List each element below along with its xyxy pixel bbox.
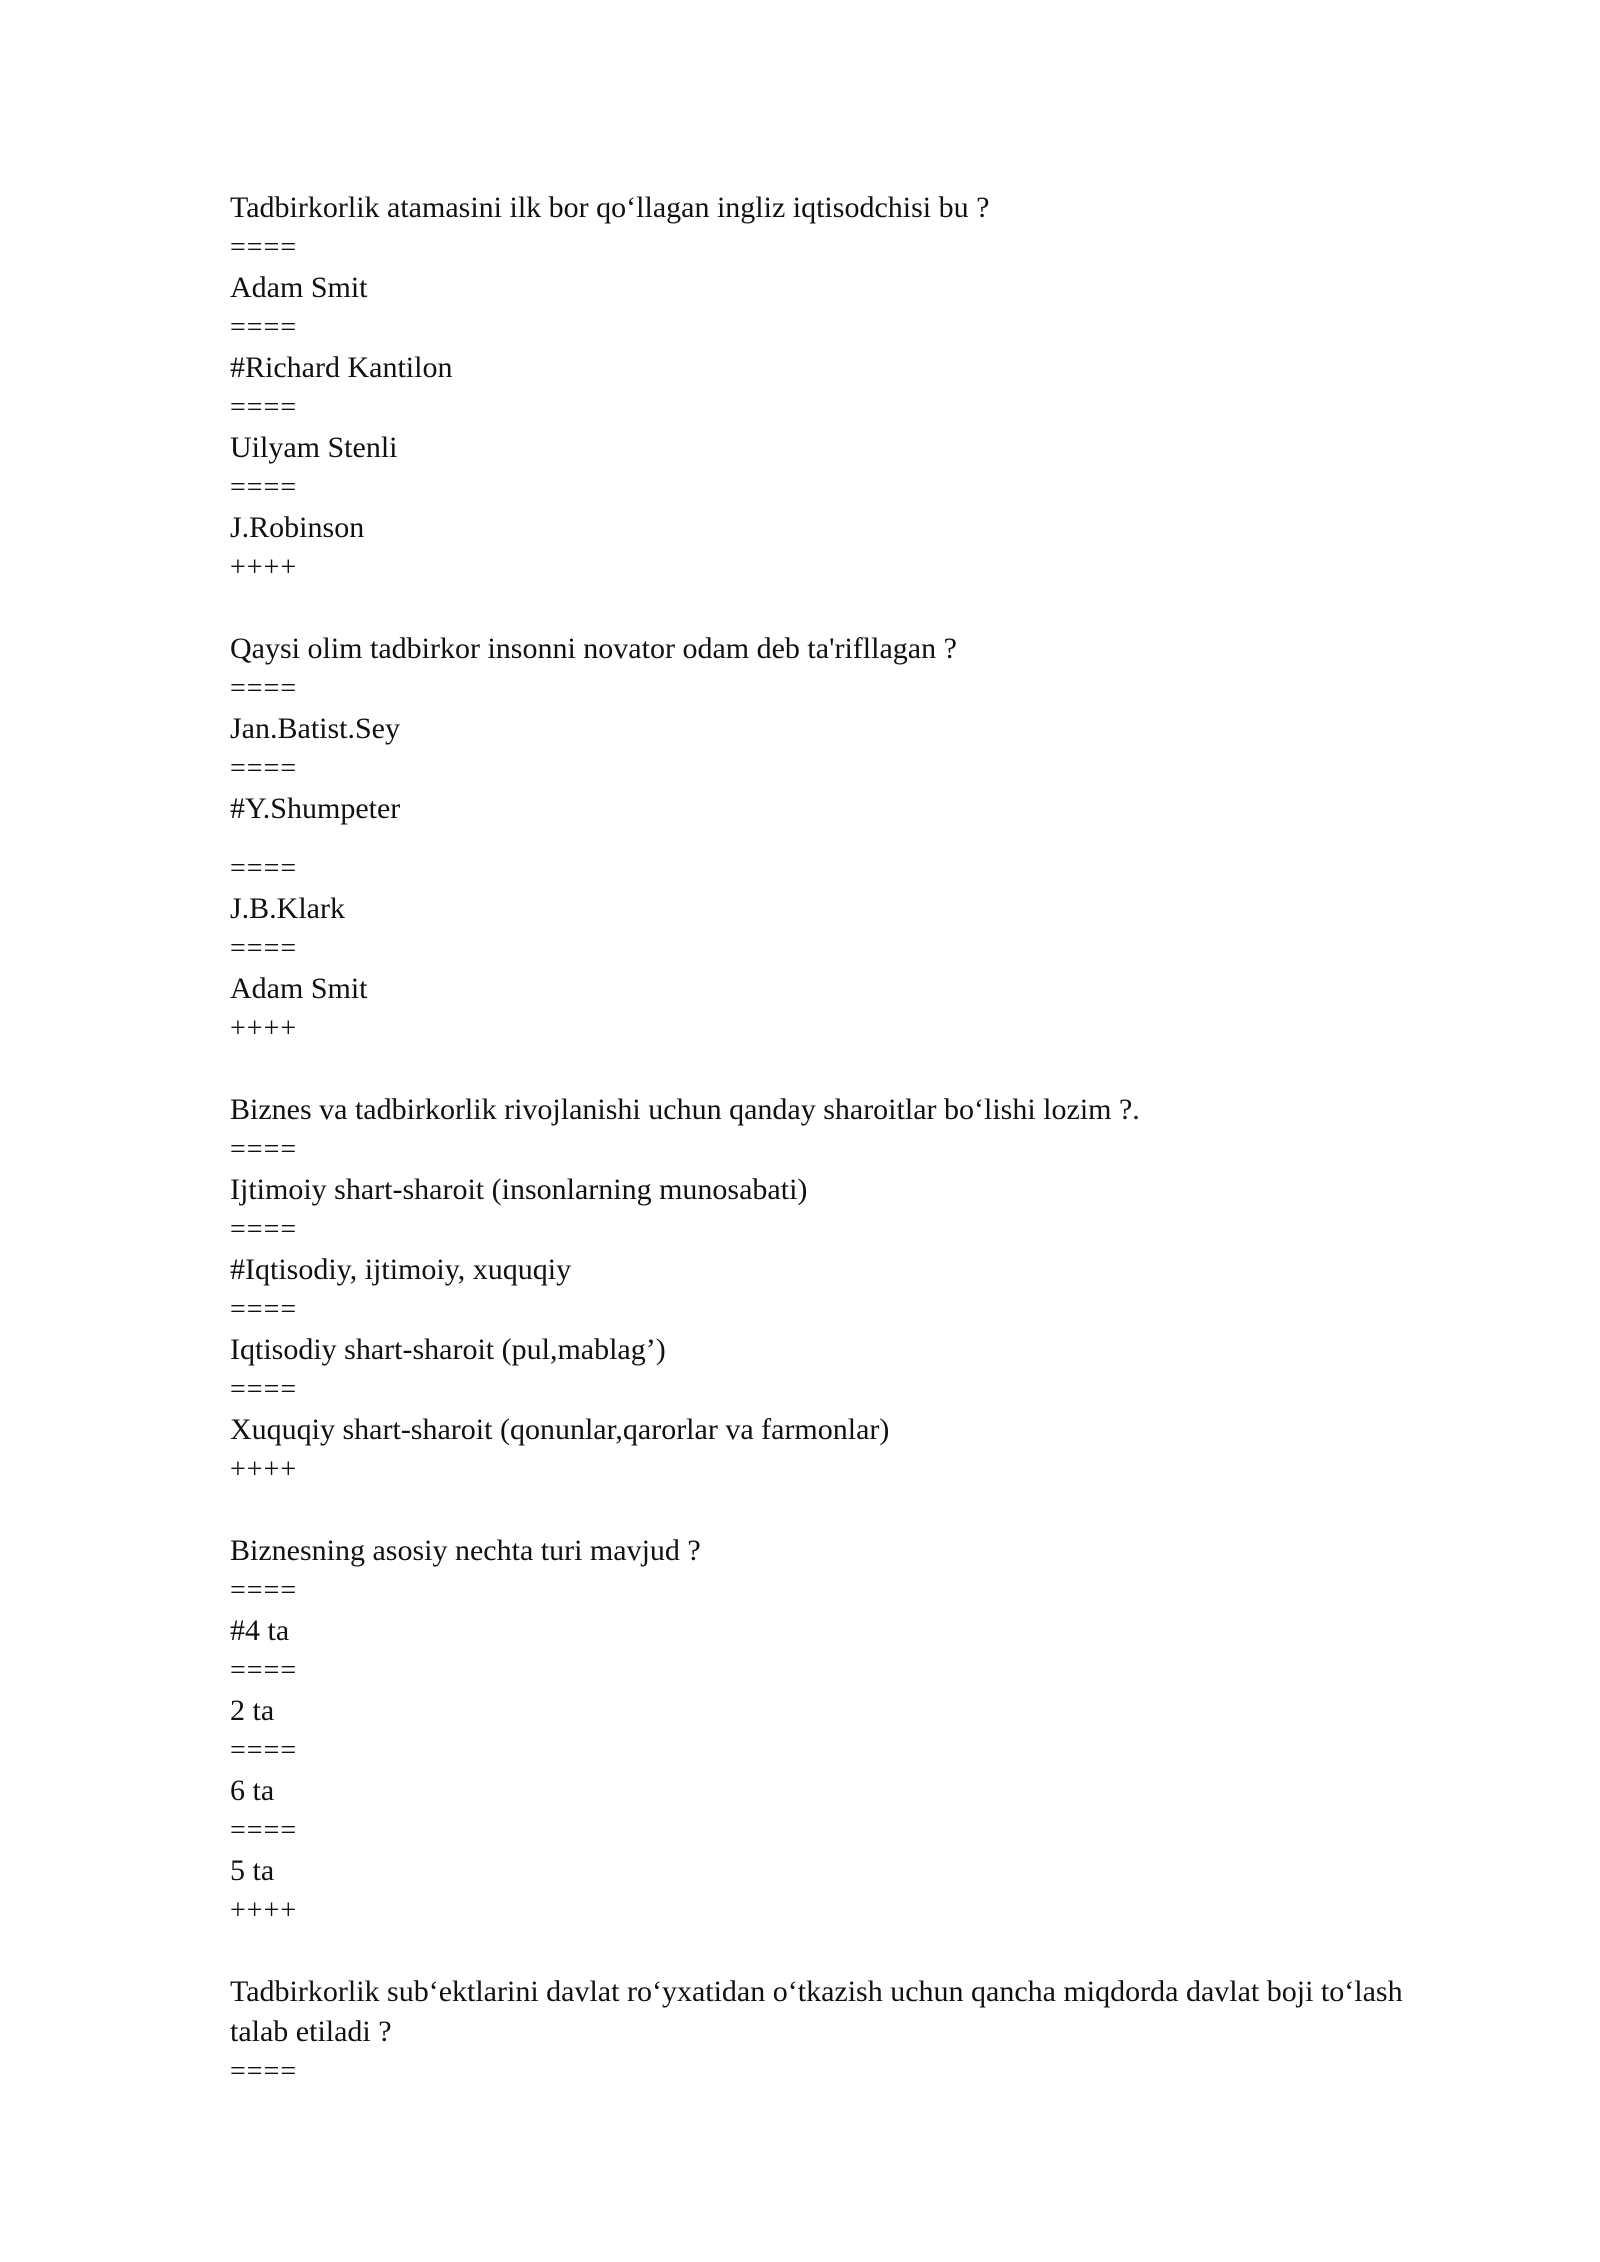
separator: ==== <box>230 392 298 423</box>
separator: ==== <box>230 2056 298 2087</box>
question-block <box>230 188 1430 588</box>
document-page <box>230 188 1430 2092</box>
option-correct: #Y.Shumpeter <box>230 792 401 825</box>
terminator: ++++ <box>230 1013 298 1044</box>
option: Iqtisodiy shart-sharoit (pul,mablag’) <box>230 1333 666 1366</box>
separator: ==== <box>230 753 298 784</box>
question-block <box>230 1972 1430 2092</box>
question-text: Tadbirkorlik atamasini ilk bor qo‘llagan ingliz iqtisodchisi bu ? <box>230 191 990 224</box>
separator: ==== <box>230 232 298 263</box>
question-block <box>230 629 1430 1049</box>
question-text: Tadbirkorlik sub‘ektlarini davlat ro‘yxatidan o‘tkazish uchun qancha miqdorda davlat boji to‘lash talab etiladi ? <box>230 1975 1403 2048</box>
option-correct: #Iqtisodiy, ijtimoiy, xuquqiy <box>230 1253 572 1286</box>
option: Xuquqiy shart-sharoit (qonunlar,qarorlar va farmonlar) <box>230 1413 890 1446</box>
separator: ==== <box>230 673 298 704</box>
separator: ==== <box>230 1134 298 1165</box>
option-correct: #Richard Kantilon <box>230 351 453 384</box>
question-block <box>230 1531 1430 1931</box>
terminator: ++++ <box>230 1454 298 1485</box>
separator: ==== <box>230 312 298 343</box>
separator: ==== <box>230 472 298 503</box>
separator: ==== <box>230 1294 298 1325</box>
option: Adam Smit <box>230 271 368 304</box>
option: 6 ta <box>230 1774 275 1807</box>
separator: ==== <box>230 853 298 884</box>
option: Ijtimoiy shart-sharoit (insonlarning munosabati) <box>230 1173 808 1206</box>
question-block <box>230 1090 1430 1490</box>
separator: ==== <box>230 1655 298 1686</box>
option: Uilyam Stenli <box>230 431 398 464</box>
separator: ==== <box>230 1815 298 1846</box>
terminator: ++++ <box>230 552 298 583</box>
separator: ==== <box>230 1575 298 1606</box>
separator: ==== <box>230 1374 298 1405</box>
option: Jan.Batist.Sey <box>230 712 400 745</box>
option: 5 ta <box>230 1854 275 1887</box>
option: J.B.Klark <box>230 892 345 925</box>
terminator: ++++ <box>230 1895 298 1926</box>
option: 2 ta <box>230 1694 275 1727</box>
option: Adam Smit <box>230 972 368 1005</box>
question-text: Qaysi olim tadbirkor insonni novator odam deb ta'rifllagan ? <box>230 632 957 665</box>
question-text: Biznesning asosiy nechta turi mavjud ? <box>230 1534 701 1567</box>
separator: ==== <box>230 1214 298 1245</box>
question-text: Biznes va tadbirkorlik rivojlanishi uchun qanday sharoitlar bo‘lishi lozim ?. <box>230 1093 1140 1126</box>
option: J.Robinson <box>230 511 365 544</box>
separator: ==== <box>230 1735 298 1766</box>
option-correct: #4 ta <box>230 1614 290 1647</box>
separator: ==== <box>230 933 298 964</box>
